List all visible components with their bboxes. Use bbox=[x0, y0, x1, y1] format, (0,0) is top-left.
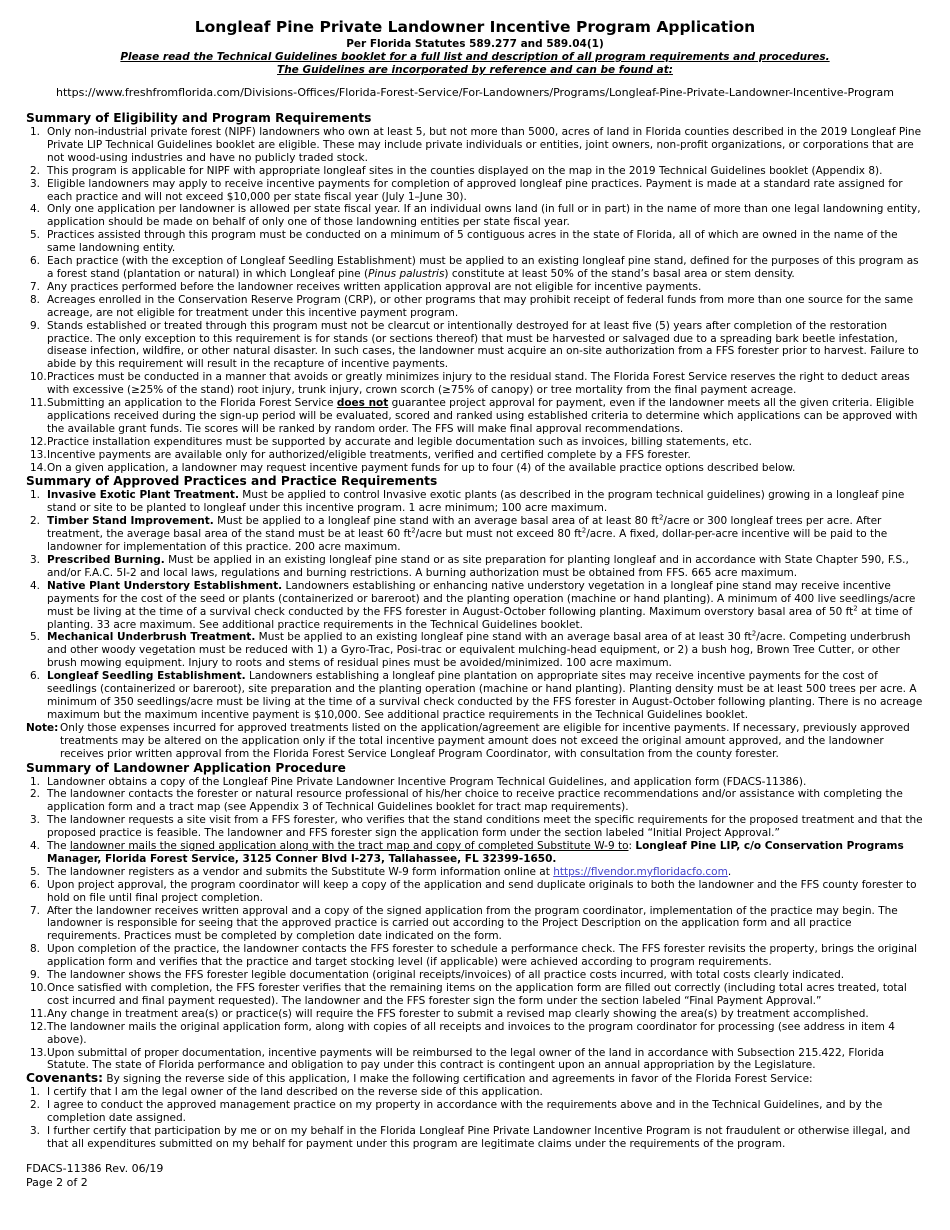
item-number: 2. bbox=[30, 788, 41, 801]
text-segment: Once satisfied with completion, the FFS forester verifies that the remaining items on the application form are filled out correctly (including total acres treated, total cost incurred and final payment requested). The landowner and the FFS forester sign the form under the section labeled “Final Payment Approval.” bbox=[47, 982, 907, 1007]
text-segment: 2 bbox=[658, 513, 664, 522]
page-number: Page 2 of 2 bbox=[26, 1175, 88, 1189]
text-segment: 2 bbox=[581, 526, 587, 535]
text-segment: Must be applied to a longleaf pine stand with an average basal area of at least 80 ft bbox=[213, 515, 659, 528]
list-item bbox=[26, 229, 924, 255]
item-number: 4. bbox=[30, 840, 41, 853]
item-number: 2. bbox=[30, 1099, 41, 1112]
vendor-portal-link[interactable]: https://flvendor.myfloridacfo.com bbox=[553, 865, 728, 878]
text-segment: guarantee project approval for payment, even if the landowner meets all the given criteria. Eligible applications received during the sign-up period will be evaluated, scored and ranked using established criteria to determine which applications can be approved with the available grant funds. Tie scores will be ranked by random order. The FFS will make final approval recommendations. bbox=[47, 397, 918, 435]
section bbox=[26, 761, 924, 1073]
text-segment: Mechanical Underbrush Treatment. bbox=[47, 631, 256, 644]
text-segment: Must be applied to an existing longleaf pine stand with an average basal area of at least 30 ft bbox=[255, 631, 752, 644]
text-segment: On a given application, a landowner may request incentive payment funds for up to four (4) of the available practice options described below. bbox=[47, 461, 796, 474]
list-item bbox=[26, 320, 924, 372]
list-item bbox=[26, 840, 924, 866]
item-number: 14. bbox=[30, 461, 47, 474]
document-header bbox=[26, 18, 924, 100]
list-item bbox=[26, 1021, 924, 1047]
list-item bbox=[26, 1047, 924, 1073]
text-segment: Longleaf Pine LIP, c/o Conservation Programs Manager, Florida Forest Service, 3125 Conner Blvd I-273, Tallahassee, FL 32399-1650. bbox=[47, 840, 904, 865]
text-segment: Practices assisted through this program must be conducted on a minimum of 5 contiguous acres in the state of Florida, all of which are owned in the name of the same landowning entity. bbox=[47, 229, 898, 255]
item-number: 6. bbox=[30, 670, 41, 683]
text-segment: landowner mails the signed application along with the tract map and copy of completed Substitute W-9 to bbox=[69, 840, 629, 853]
text-segment: Only non-industrial private forest (NIPF) landowners who own at least 5, but not more than 5000, acres of land in Florida counties described in the 2019 Longleaf Pine Private LIP Technical Guidelines booklet are eligible. These may include private individuals or entities, joint owners, non-profit organizations, or corporations that are not wood-using industries and have no publicly traded stock. bbox=[47, 126, 922, 164]
text-segment: The landowner contacts the forester or natural resource professional of his/her choice to receive practice recommendations and/or assistance with completing the application form and a tract map (see Appendix 3 of Technical Guidelines booklet for tract map requirements). bbox=[47, 788, 903, 814]
item-number: 12. bbox=[30, 1020, 47, 1033]
list-item bbox=[26, 126, 924, 165]
list-item bbox=[26, 943, 924, 969]
text-segment: Only those expenses incurred for approved treatments listed on the application/agreement are eligible for incentive payments. If necessary, previously approved treatments may be altered on the application only if the total incentive payment amount does not exceed the original amount approved, and the landowner receives prior written approval from the Florida Forest Service Longleaf Program Coordinator, with consultation from the county forester. bbox=[60, 721, 910, 760]
text-segment: Any practices performed before the landowner receives written application approval are not eligible for incentive payments. bbox=[47, 280, 702, 293]
list-item bbox=[26, 982, 924, 1008]
text-segment: Any change in treatment area(s) or practice(s) will require the FFS forester to submit a revised map clearly showing the area(s) by treatment accomplished. bbox=[47, 1007, 869, 1020]
item-number: 2. bbox=[30, 164, 41, 177]
item-number: 2. bbox=[30, 515, 41, 528]
list-item bbox=[26, 489, 924, 515]
text-segment: Must be applied to control Invasive exotic plants (as described in the program technical guidelines) growing in a longleaf pine stand or site to be planted to longleaf under this incentive program. 1 acre minimum; 100 acre maximum. bbox=[47, 489, 905, 515]
item-number: 1. bbox=[30, 489, 41, 502]
item-number: 8. bbox=[30, 293, 41, 306]
text-segment: /acre. A fixed, dollar-per-acre incentive will be paid to the landowner for implementation of this practice. 200 acre maximum. bbox=[47, 528, 888, 554]
list-item bbox=[26, 1099, 924, 1125]
list-item bbox=[26, 281, 924, 294]
text-segment: Upon completion of the practice, the landowner contacts the FFS forester to schedule a performance check. The FFS forester revisits the property, brings the original application form and verifies that the practice and target stocking level (if applicable) were achieved according to program requirements. bbox=[47, 943, 918, 969]
list-item bbox=[26, 788, 924, 814]
list-item bbox=[26, 436, 924, 449]
item-number: 13. bbox=[30, 1046, 47, 1059]
text-segment: ) constitute at least 50% of the stand’s basal area or stem density. bbox=[444, 267, 795, 280]
text-segment: Stands established or treated through this program must not be clearcut or intentionally destroyed for at least five (5) years after completion of the restoration practice. The only exception to this requirement is for stands (or sections thereof) that must be harvested or salvaged due to a spreading bark beetle infestation, disease infection, wildfire, or other natural disaster. In such cases, the landowner must acquire an on-site authorization from a FFS forester prior to harvest. Failure to abide by this requirement will result in the recapture of incentive payments. bbox=[47, 319, 919, 371]
item-number: 3. bbox=[30, 814, 41, 827]
text-segment: Landowners establishing or enhancing native understory vegetation in a longleaf pine stand may receive incentive payments for the cost of the seed or plants (containerized or bareroot) and the planting operation (machine or hand planting). A minimum of 400 live seedlings/acre must be living at the time of a survival check conducted by the FFS forester in August-October following planting. Maximum overstory basal area of 50 ft bbox=[47, 579, 916, 618]
text-segment: Practice installation expenditures must be supported by accurate and legible documentation such as invoices, billing statements, etc. bbox=[47, 435, 752, 448]
text-segment: Longleaf Seedling Establishment. bbox=[47, 670, 246, 683]
list-item bbox=[26, 905, 924, 944]
note-label: Note: bbox=[26, 721, 59, 734]
text-segment: : bbox=[628, 840, 636, 853]
list-item bbox=[26, 294, 924, 320]
text-segment: Covenants: bbox=[26, 1071, 104, 1086]
list-item bbox=[26, 1125, 924, 1151]
item-number: 7. bbox=[30, 904, 41, 917]
sections-container bbox=[26, 111, 924, 1151]
document-footer bbox=[26, 1162, 924, 1190]
text-segment: 2 bbox=[411, 526, 416, 535]
item-number: 10. bbox=[30, 982, 47, 994]
list-item bbox=[26, 462, 924, 475]
text-segment: The landowner mails the original application form, along with copies of all receipts and invoices to the program coordinator for processing (see address in item 4 above). bbox=[47, 1020, 895, 1046]
item-number: 5. bbox=[30, 631, 41, 644]
item-number: 9. bbox=[30, 969, 41, 982]
list-item bbox=[26, 631, 924, 670]
item-number: 4. bbox=[30, 203, 41, 216]
item-number: 9. bbox=[30, 319, 41, 332]
item-number: 3. bbox=[30, 554, 41, 566]
list-item bbox=[26, 879, 924, 905]
text-segment: Invasive Exotic Plant Treatment. bbox=[47, 489, 239, 502]
text-segment: . bbox=[727, 865, 732, 878]
item-number: 11. bbox=[30, 1007, 47, 1020]
list-item bbox=[26, 515, 924, 554]
text-segment: Pinus palustris bbox=[368, 267, 445, 280]
item-number: 3. bbox=[30, 177, 41, 190]
text-segment: The bbox=[47, 840, 70, 853]
text-segment: By signing the reverse side of this application, I make the following certification and agreements in favor of the Florida Forest Service: bbox=[103, 1073, 813, 1086]
guidelines-notice-line2: The Guidelines are incorporated by reference and can be found at: bbox=[277, 64, 673, 76]
text-segment: I certify that I am the legal owner of the land described on the reverse side of this application. bbox=[47, 1086, 543, 1099]
text-segment: Upon submittal of proper documentation, incentive payments will be reimbursed to the legal owner of the land in accordance with Subsection 215.422, Florida Statute. The state of Florida performance and obligation to pay under this contract is contingent upon an annual appropriation by the Legislature. bbox=[47, 1046, 885, 1072]
list-item bbox=[26, 178, 924, 204]
text-segment: Practices must be conducted in a manner that avoids or greatly minimizes injury to the residual stand. The Florida Forest Service reserves the right to deduct areas with excessive (≥25% of the stand) root injury, trunk injury, crown scorch (≥75% of canopy) or tree mortality from the final payment acreage. bbox=[47, 371, 910, 397]
list-item bbox=[26, 255, 924, 281]
item-number: 12. bbox=[30, 435, 47, 448]
text-segment: Landowners establishing a longleaf pine plantation on appropriate sites may receive incentive payments for the cost of seedlings (containerized or bareroot), site preparation and the planting operation (machine or hand planting). Planting density must be at least 500 trees per acre. A minimum of 350 seedlings/acre must be living at the time of a survival check conducted by the FFS forester in August-October following planting. There is no acreage maximum but the maximum incentive payment is $10,000. See additional practice requirements in the Technical Guidelines booklet. bbox=[47, 670, 923, 721]
item-number: 1. bbox=[30, 1086, 41, 1099]
item-number: 5. bbox=[30, 229, 41, 242]
item-number: 7. bbox=[30, 280, 41, 293]
item-number: 8. bbox=[30, 943, 41, 956]
item-number: 4. bbox=[30, 579, 41, 592]
list-item bbox=[26, 670, 924, 722]
list-item bbox=[26, 722, 924, 761]
list-item bbox=[26, 776, 924, 789]
list-item bbox=[26, 814, 924, 840]
section bbox=[26, 1072, 924, 1151]
text-segment: Only one application per landowner is allowed per state fiscal year. If an individual owns land (in full or in part) in the name of more than one legal landowning entity, application should be made on behalf of only one of those landowning entities per state fiscal year. bbox=[47, 203, 921, 229]
text-segment: Timber Stand Improvement. bbox=[47, 515, 214, 528]
text-segment: Native Plant Understory Establishment. bbox=[47, 579, 283, 592]
item-number: 6. bbox=[30, 255, 41, 268]
list-item bbox=[26, 203, 924, 229]
section bbox=[26, 474, 924, 760]
text-segment: 2 bbox=[751, 629, 757, 638]
text-segment: Submitting an application to the Florida Forest Service bbox=[47, 397, 337, 410]
text-segment: I agree to conduct the approved management practice on my property in accordance with the requirements above and in the Technical Guidelines, and by the completion date assigned. bbox=[47, 1099, 883, 1125]
item-number: 5. bbox=[30, 865, 41, 878]
list-item bbox=[26, 1008, 924, 1021]
section-heading: Summary of Landowner Application Procedure bbox=[26, 760, 346, 775]
text-segment: Prescribed Burning. bbox=[47, 554, 165, 566]
page-title: Longleaf Pine Private Landowner Incentive Program Application bbox=[194, 18, 756, 36]
text-segment: Must be applied in an existing longleaf pine stand or as site preparation for planting longleaf and in accordance with State Chapter 590, F.S., and/or F.A.C. 5I-2 and local laws, regulations and burning restrictions. A burning authorization must be obtained from FFS. 665 acre maximum. bbox=[47, 554, 909, 579]
list-item bbox=[26, 580, 924, 632]
text-segment: The landowner shows the FFS forester legible documentation (original receipts/invoices) of all practice costs incurred, with total costs clearly indicated. bbox=[47, 969, 845, 982]
statute-reference: Per Florida Statutes 589.277 and 589.04(1) bbox=[346, 38, 604, 50]
item-number: 13. bbox=[30, 448, 47, 461]
text-segment: I further certify that participation by me or on my behalf in the Florida Longleaf Pine Private Landowner Incentive Program is not fraudulent or otherwise illegal, and that all expenditures submitted on my behalf for payment under this program are legitimate claims under the requirements of the program. bbox=[47, 1125, 911, 1150]
list-item bbox=[26, 371, 924, 397]
text-segment: After the landowner receives written approval and a copy of the signed application from the program coordinator, implementation of the practice may begin. The landowner is responsible for seeing that the approved practice is carried out according to the Project Description on the application form and all practice requirements. Practices must be completed by completion date indicated on the form. bbox=[47, 904, 898, 943]
text-segment: Upon project approval, the program coordinator will keep a copy of the application and send duplicate originals to both the landowner and the FFS county forester to hold on file until final project completion. bbox=[47, 878, 917, 904]
list-item bbox=[26, 554, 924, 580]
text-segment: The landowner requests a site visit from a FFS forester, who verifies that the stand conditions meet the specific requirements for the proposed treatment and that the proposed practice is feasible. The landowner and FFS forester sign the application form under the section labeled “Initial Project Approval.” bbox=[47, 814, 923, 840]
text-segment: /acre but must not exceed 80 ft bbox=[415, 528, 582, 541]
item-number: 10. bbox=[30, 371, 47, 384]
text-segment: /acre or 300 longleaf trees per acre. After treatment, the average basal area of the stand must be at least 60 ft bbox=[47, 515, 882, 541]
text-segment: /acre. Competing underbrush and other woody vegetation must be reduced with 1) a Gyro-Trac, Posi-trac or equivalent mulching-head equipment, or 2) a bush hog, Brown Tree Cutter, or other brush mowing equipment. Injury to roots and stems of residual pines must be avoided/minimized. 100 acre maximum. bbox=[47, 631, 911, 670]
list-item bbox=[26, 449, 924, 462]
list-item bbox=[26, 397, 924, 436]
list-item bbox=[26, 1086, 924, 1099]
program-url: https://www.freshfromflorida.com/Divisions-Offices/Florida-Forest-Service/For-Landowners/Programs/Longleaf-Pine-Private-Landowner-Incentive-Program bbox=[56, 86, 894, 99]
text-segment: at time of planting. 33 acre maximum. See additional practice requirements in the Technical Guidelines booklet. bbox=[47, 605, 913, 631]
list-item bbox=[26, 165, 924, 178]
section bbox=[26, 111, 924, 474]
item-number: 1. bbox=[30, 126, 41, 138]
item-number: 6. bbox=[30, 878, 41, 891]
list-item bbox=[26, 866, 924, 879]
text-segment: Acreages enrolled in the Conservation Reserve Program (CRP), or other programs that may prohibit receipt of federal funds from more than one source for the same acreage, are not eligible for treatment under this incentive payment program. bbox=[47, 293, 914, 319]
item-number: 1. bbox=[30, 775, 41, 788]
text-segment: Incentive payments are available only for authorized/eligible treatments, verified and certified complete by a FFS forester. bbox=[47, 448, 691, 461]
text-segment: Landowner obtains a copy of the Longleaf Pine Private Landowner Incentive Program Technical Guidelines, and application form (FDACS-11386). bbox=[47, 775, 807, 788]
section-heading: Summary of Eligibility and Program Requirements bbox=[26, 111, 372, 125]
form-number: FDACS-11386 Rev. 06/19 bbox=[26, 1161, 164, 1175]
guidelines-notice-line1: Please read the Technical Guidelines booklet for a full list and description of all program requirements and procedures. bbox=[120, 51, 830, 63]
text-segment: Each practice (with the exception of Longleaf Seedling Establishment) must be applied to an existing longleaf pine stand, defined for the purposes of this program as a forest stand (plantation or natural) in which Longleaf pine ( bbox=[47, 255, 919, 280]
item-number: 3. bbox=[30, 1125, 41, 1138]
section-heading: Summary of Approved Practices and Practice Requirements bbox=[26, 474, 438, 489]
text-segment: Eligible landowners may apply to receive incentive payments for completion of approved longleaf pine practices. Payment is made at a standard rate assigned for each practice and will not exceed $10,000 per state fiscal year (July 1–June 30). bbox=[47, 177, 903, 203]
item-number: 11. bbox=[30, 397, 47, 410]
text-segment: This program is applicable for NIPF with appropriate longleaf sites in the counties displayed on the map in the 2019 Technical Guidelines booklet (Appendix 8). bbox=[47, 164, 883, 177]
section-heading-inline bbox=[26, 1072, 924, 1086]
text-segment: 2 bbox=[853, 604, 858, 613]
list-item bbox=[26, 969, 924, 982]
text-segment: does not bbox=[336, 397, 389, 410]
text-segment: The landowner registers as a vendor and submits the Substitute W-9 form information online at bbox=[47, 865, 554, 878]
